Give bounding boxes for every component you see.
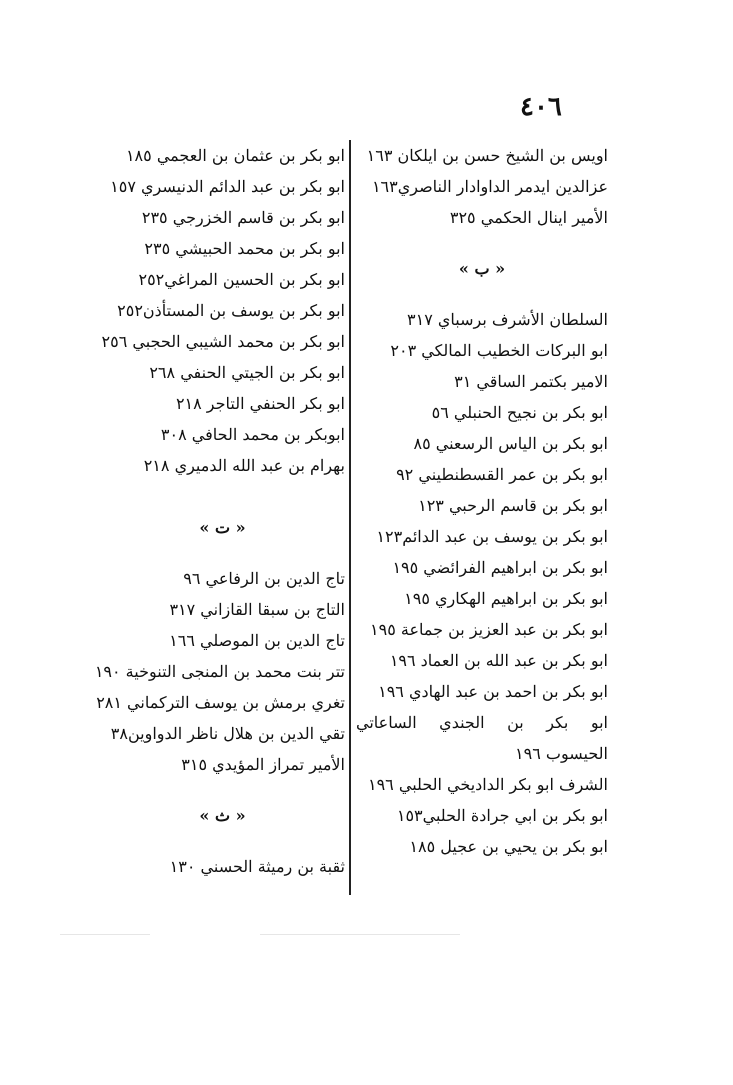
page-number: ٤٠٦ — [520, 92, 562, 122]
index-entry: ابو بكر بن محمد الحبيشي ٢٣٥ — [144, 239, 345, 258]
index-entry: ابو بكر بن قاسم الرحبي ١٢٣ — [418, 496, 608, 515]
index-entry: ابو بكر بن يوسف بن عبد الدائم١٢٣ — [376, 527, 608, 546]
index-entry: ابوبكر بن محمد الحافي ٣٠٨ — [160, 425, 345, 444]
index-entry: الأمير تمراز المؤيدي ٣١٥ — [181, 755, 345, 774]
index-entry: السلطان الأشرف برسباي ٣١٧ — [407, 310, 608, 329]
index-entry: ابو بكر بن يوسف بن المستأذن٢٥٢ — [117, 301, 345, 320]
index-entry: ابو بكر بن الياس الرسعني ٨٥ — [413, 434, 608, 453]
index-entry: ابو بكر الحنفي التاجر ٢١٨ — [175, 394, 345, 413]
scan-artifact — [60, 934, 150, 935]
index-entry: ابو بكر بن ابراهيم الهكاري ١٩٥ — [404, 589, 608, 608]
left-column — [94, 140, 345, 882]
index-entry: تاج الدين بن الموصلي ١٦٦ — [169, 631, 345, 650]
index-entry: ابو البركات الخطيب المالكي ٢٠٣ — [390, 341, 608, 360]
index-entry: ابو بكر بن عبد الله بن العماد ١٩٦ — [389, 651, 608, 670]
index-entry: ابو بكر بن عمر القسطنطيني ٩٢ — [396, 465, 608, 484]
section-heading-ta: « ت » — [199, 518, 246, 537]
index-entry: ابو بكر بن عبد العزيز بن جماعة ١٩٥ — [370, 620, 608, 639]
index-entry: ابو بكر بن احمد بن عبد الهادي ١٩٦ — [378, 682, 608, 701]
index-entry: ابو بكر بن عثمان بن العجمي ١٨٥ — [125, 146, 345, 165]
index-entry: الأمير اينال الحكمي ٣٢٥ — [449, 208, 608, 227]
index-entry: ابو بكر بن عبد الدائم الدنيسري ١٥٧ — [110, 177, 345, 196]
index-entry: ابو بكر بن الحسين المراغي٢٥٢ — [138, 270, 345, 289]
index-entry: ابو بكر بن ابي جرادة الحلبي١٥٣ — [396, 806, 608, 825]
column-divider — [349, 140, 351, 895]
index-entry: ابو بكر بن الجندي الساعاتي — [356, 713, 608, 732]
index-entry: الشرف ابو بكر الداديخي الحلبي ١٩٦ — [367, 775, 608, 794]
index-entry: عزالدين ايدمر الداوادار الناصري١٦٣ — [371, 177, 608, 196]
section-heading-ba: « ب » — [458, 259, 506, 278]
index-entry: ابو بكر بن يحيي بن عجيل ١٨٥ — [409, 837, 608, 856]
index-entry: الامير بكتمر الساقي ٣١ — [454, 372, 608, 391]
index-entry: تتر بنت محمد بن المنجى التنوخية ١٩٠ — [94, 662, 345, 681]
index-entry: التاج بن سبقا القازاني ٣١٧ — [169, 600, 345, 619]
index-entry: ابو بكر بن الجيتي الحنفي ٢٦٨ — [149, 363, 345, 382]
scan-artifact — [260, 934, 460, 935]
index-entry: ابو بكر بن ابراهيم الفرائضي ١٩٥ — [392, 558, 608, 577]
index-entry: ابو بكر بن نجيح الحنبلي ٥٦ — [431, 403, 608, 422]
index-entry: ثقبة بن رميثة الحسني ١٣٠ — [169, 857, 345, 876]
index-entry: تاج الدين بن الرفاعي ٩٦ — [183, 569, 345, 588]
index-entry-continuation: الحيسوب ١٩٦ — [515, 744, 608, 763]
index-entry: ابو بكر بن قاسم الخزرجي ٢٣٥ — [141, 208, 345, 227]
index-entry: ابو بكر بن محمد الشيبي الحجبي ٢٥٦ — [101, 332, 345, 351]
section-heading-tha: « ث » — [199, 806, 246, 825]
index-entry: اويس بن الشيخ حسن بن ايلكان ١٦٣ — [366, 146, 608, 165]
index-entry: تقي الدين بن هلال ناظر الدواوين٣٨ — [110, 724, 345, 743]
index-entry: تغري برمش بن يوسف التركماني ٢٨١ — [96, 693, 345, 712]
index-entry: بهرام بن عبد الله الدميري ٢١٨ — [143, 456, 345, 475]
right-column — [356, 140, 608, 862]
